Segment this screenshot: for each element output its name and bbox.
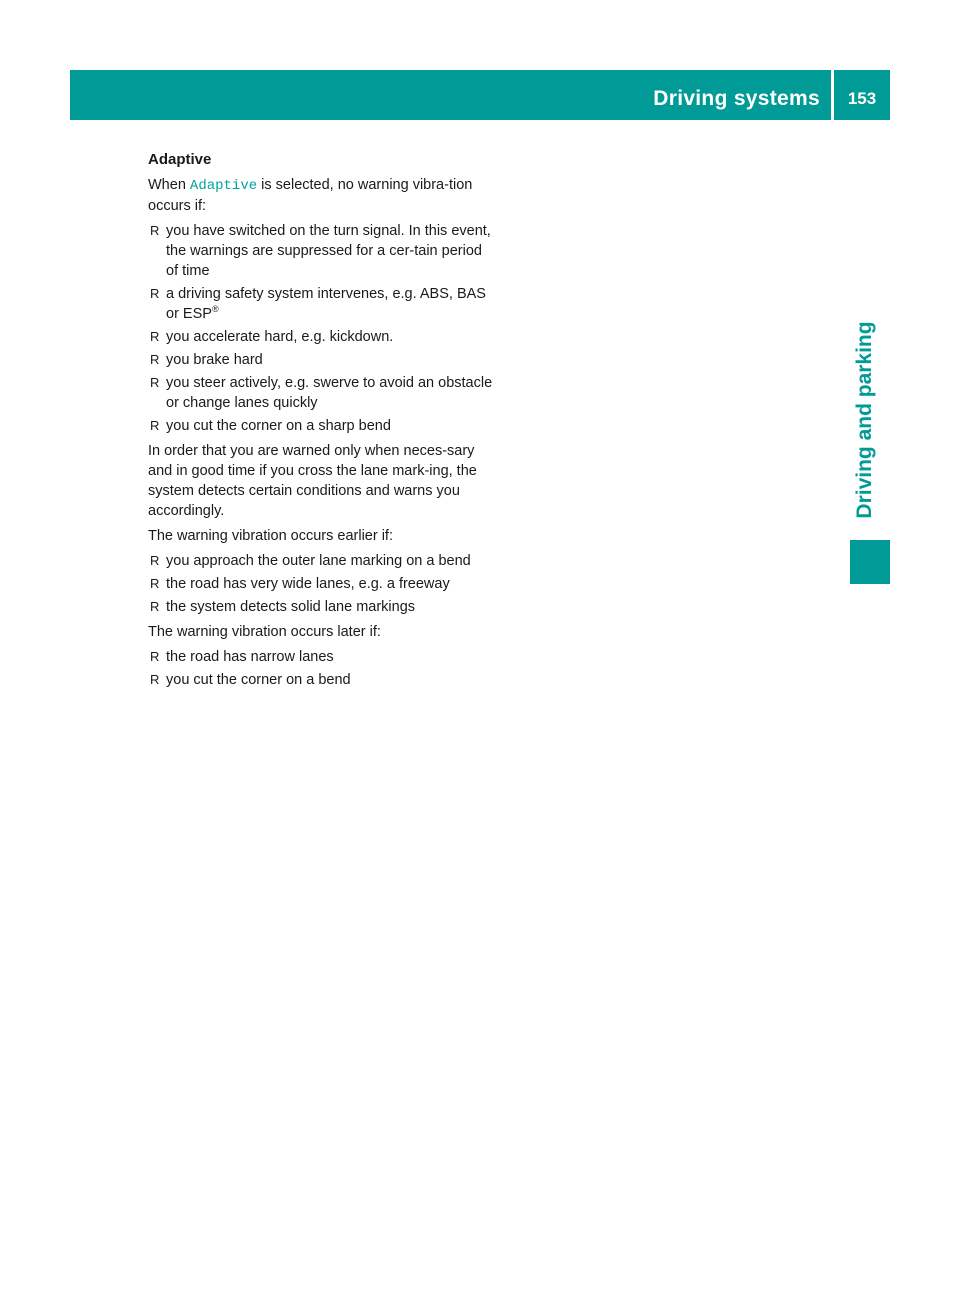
main-content [148, 150, 498, 695]
list-item [148, 350, 498, 370]
list-item-text: you cut the corner on a sharp bend [166, 418, 391, 434]
later-vibration-intro: The warning vibration occurs later if: [148, 624, 381, 640]
bullet-icon: R [150, 418, 160, 433]
registered-mark: ® [211, 304, 219, 315]
list-item-text: you cut the corner on a bend [166, 672, 351, 688]
bullet-icon: R [150, 576, 160, 591]
bullet-icon: R [150, 286, 160, 301]
chapter-side-tab-marker [850, 540, 890, 584]
later-vibration-list [148, 647, 498, 690]
bullet-icon: R [150, 375, 160, 390]
explanation-paragraph: In order that you are warned only when neces-sary and in good time if you cross the lane mark-ing, the system detects certain conditions and warns you accordingly. [148, 443, 477, 519]
section-heading: Adaptive [148, 151, 212, 168]
intro-text-start: When [148, 177, 190, 193]
list-item-text: a driving safety system intervenes, e.g. ABS, BAS or ESP [166, 286, 486, 322]
earlier-vibration-list [148, 551, 498, 617]
list-item-text: you accelerate hard, e.g. kickdown. [166, 329, 394, 345]
list-item [148, 284, 498, 324]
list-item-text: the system detects solid lane markings [166, 599, 416, 615]
header-title: Driving systems [653, 87, 820, 110]
intro-paragraph [148, 175, 498, 216]
list-item-text: you steer actively, e.g. swerve to avoid an obstacle or change lanes quickly [166, 375, 493, 411]
bullet-icon: R [150, 672, 160, 687]
list-item-text: you brake hard [166, 352, 263, 368]
chapter-side-tab-label: Driving and parking [853, 321, 876, 519]
list-item-text: the road has narrow lanes [166, 649, 334, 665]
list-item [148, 551, 498, 571]
page-number: 153 [847, 89, 877, 108]
list-item-text: you have switched on the turn signal. In this event, the warnings are suppressed for a cer-tain period of time [166, 223, 491, 279]
chapter-side-tab [842, 310, 888, 530]
list-item-text: you approach the outer lane marking on a bend [166, 553, 471, 569]
list-item-text: the road has very wide lanes, e.g. a freeway [166, 576, 450, 592]
bullet-icon: R [150, 649, 160, 664]
list-item [148, 647, 498, 667]
list-item [148, 327, 498, 347]
list-item [148, 416, 498, 436]
list-item [148, 670, 498, 690]
bullet-icon: R [150, 599, 160, 614]
list-item [148, 597, 498, 617]
earlier-vibration-intro: The warning vibration occurs earlier if: [148, 528, 393, 544]
list-item [148, 574, 498, 594]
intro-text-end: is selected, no warning vibra-tion occurs if: [148, 177, 473, 214]
bullet-icon: R [150, 223, 160, 238]
page-header [70, 70, 890, 120]
list-item [148, 221, 498, 281]
bullet-icon: R [150, 553, 160, 568]
bullet-icon: R [150, 352, 160, 367]
bullet-icon: R [150, 329, 160, 344]
list-item [148, 373, 498, 413]
display-mode-label: Adaptive [189, 178, 258, 194]
no-vibration-conditions-list [148, 221, 498, 436]
